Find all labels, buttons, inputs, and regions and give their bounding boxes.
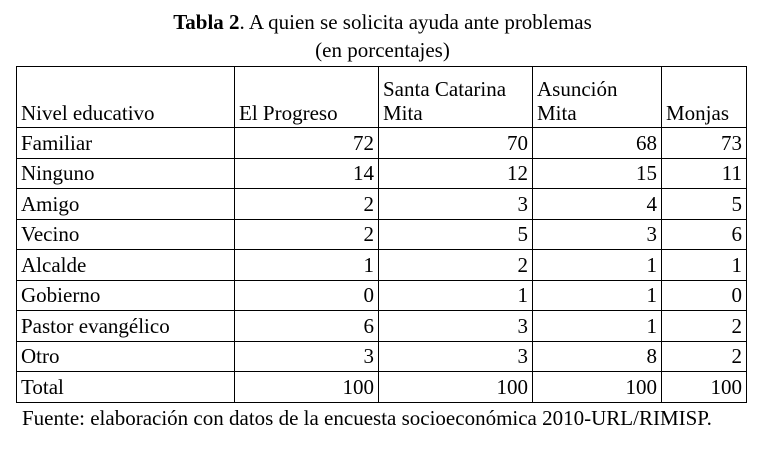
row-value: 2: [379, 250, 533, 281]
row-label: Gobierno: [17, 280, 235, 311]
title-line: [0, 8, 765, 36]
row-value: 3: [379, 189, 533, 220]
header-cell: Asunción Mita: [533, 67, 662, 128]
table-row: [17, 158, 747, 189]
row-label: Vecino: [17, 219, 235, 250]
row-value: 0: [662, 280, 747, 311]
row-label: Amigo: [17, 189, 235, 220]
table-row: [17, 189, 747, 220]
row-value: 5: [662, 189, 747, 220]
source-footnote: Fuente: elaboración con datos de la encuesta socioeconómica 2010-URL/RIMISP.: [22, 406, 712, 430]
row-value: 2: [235, 189, 379, 220]
row-value: 1: [533, 250, 662, 281]
row-label: Otro: [17, 341, 235, 372]
table-row: [17, 280, 747, 311]
header-cell: Monjas: [662, 67, 747, 128]
title-text: . A quien se solicita ayuda ante problemas: [239, 10, 592, 34]
row-value: 2: [662, 311, 747, 342]
row-value: 100: [379, 372, 533, 403]
row-value: 2: [662, 341, 747, 372]
row-value: 1: [533, 280, 662, 311]
table-container: [16, 66, 747, 403]
row-value: 6: [662, 219, 747, 250]
row-label: Familiar: [17, 128, 235, 159]
row-value: 3: [235, 341, 379, 372]
row-value: 70: [379, 128, 533, 159]
title-subtitle: (en porcentajes): [315, 38, 450, 62]
row-value: 1: [235, 250, 379, 281]
row-value: 14: [235, 158, 379, 189]
header-row: [17, 67, 747, 128]
row-value: 1: [533, 311, 662, 342]
row-value: 4: [533, 189, 662, 220]
header-cell: Santa Catarina Mita: [379, 67, 533, 128]
row-value: 73: [662, 128, 747, 159]
row-value: 2: [235, 219, 379, 250]
table-row: [17, 250, 747, 281]
table-row: [17, 311, 747, 342]
row-label: Total: [17, 372, 235, 403]
table-row: [17, 219, 747, 250]
table-body: [17, 128, 747, 403]
row-value: 8: [533, 341, 662, 372]
row-value: 100: [662, 372, 747, 403]
row-value: 72: [235, 128, 379, 159]
row-value: 0: [235, 280, 379, 311]
header-cell: Nivel educativo: [17, 67, 235, 128]
row-value: 68: [533, 128, 662, 159]
row-value: 1: [379, 280, 533, 311]
table-row: [17, 128, 747, 159]
header-cell: El Progreso: [235, 67, 379, 128]
table-title: [0, 8, 765, 64]
row-label: Ninguno: [17, 158, 235, 189]
table-row: [17, 341, 747, 372]
row-value: 6: [235, 311, 379, 342]
row-value: 100: [533, 372, 662, 403]
row-value: 100: [235, 372, 379, 403]
row-value: 3: [533, 219, 662, 250]
row-value: 11: [662, 158, 747, 189]
row-value: 5: [379, 219, 533, 250]
row-value: 3: [379, 341, 533, 372]
data-table: [16, 66, 747, 403]
title-number: Tabla 2: [173, 10, 240, 34]
row-value: 1: [662, 250, 747, 281]
row-label: Pastor evangélico: [17, 311, 235, 342]
row-value: 12: [379, 158, 533, 189]
row-value: 3: [379, 311, 533, 342]
table-row: [17, 372, 747, 403]
row-label: Alcalde: [17, 250, 235, 281]
row-value: 15: [533, 158, 662, 189]
